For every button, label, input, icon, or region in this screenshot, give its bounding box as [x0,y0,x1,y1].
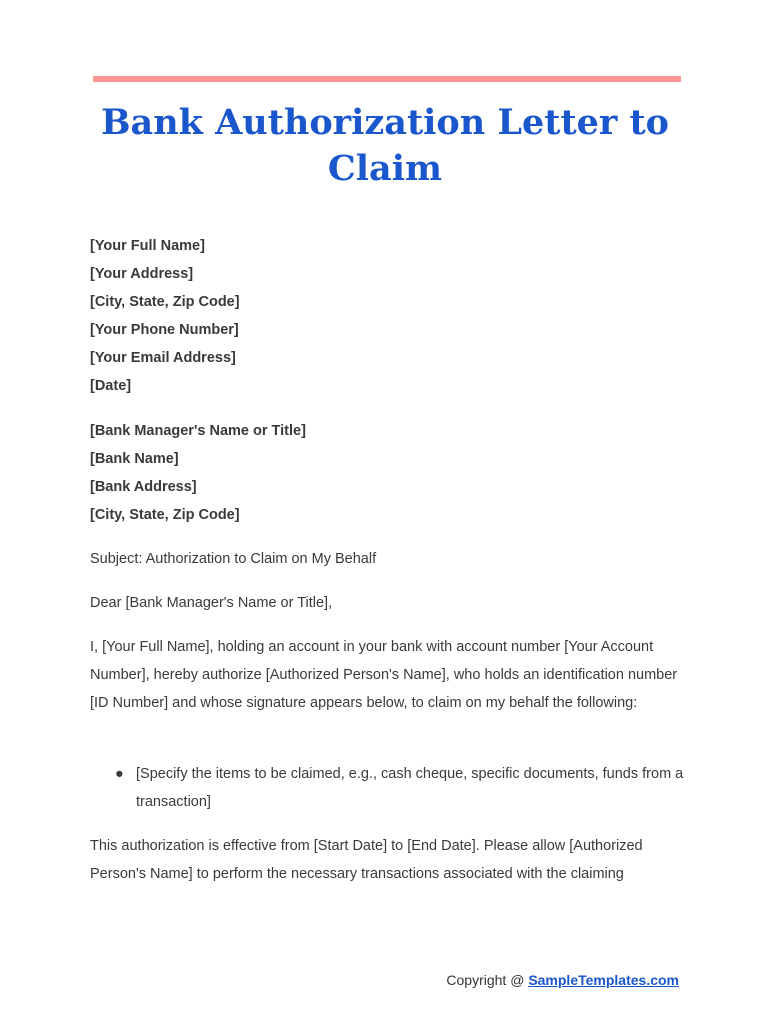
sender-address [90,232,690,400]
page-title: Bank Authorization Letter to Claim [100,102,670,189]
recipient-name: [Bank Manager's Name or Title] [90,423,306,439]
sender-email: [Your Email Address] [90,350,236,366]
subject-line [90,545,690,573]
paragraph-text: I, [Your Full Name], holding an account in your bank with account number [Your Account Number], hereby authorize [Authorized Person's Name], who holds an identification number [ID Number] and whose signature appears below, to claim on my behalf the following: [90,639,678,711]
bank-name: [Bank Name] [90,451,179,467]
salutation-text: Dear [Bank Manager's Name or Title], [90,595,333,611]
sender-address-line: [Your Address] [90,266,194,282]
recipient-address [90,417,690,529]
bullet-item [115,760,685,816]
sender-city: [City, State, Zip Code] [90,294,240,310]
subject-text: Subject: Authorization to Claim on My Behalf [90,551,377,567]
bank-city: [City, State, Zip Code] [90,507,240,523]
letter-date: [Date] [90,378,132,394]
bank-address: [Bank Address] [90,479,197,495]
bullet-icon: ● [115,766,124,782]
body-paragraph-1 [90,633,685,717]
sender-name: [Your Full Name] [90,238,205,254]
sender-phone: [Your Phone Number] [90,322,239,338]
footer-copyright [446,972,679,988]
header-rule [93,76,681,82]
body-paragraph-2 [90,832,685,888]
sampletemplates-link[interactable]: SampleTemplates.com [528,972,679,988]
bullet-text: [Specify the items to be claimed, e.g., cash cheque, specific documents, funds from a transaction] [136,766,684,810]
paragraph-text: This authorization is effective from [Start Date] to [End Date]. Please allow [Authorized Person's Name] to perform the necessary transactions associated with the claiming [90,838,643,882]
salutation [90,589,690,617]
copyright-text: Copyright @ [446,972,529,988]
